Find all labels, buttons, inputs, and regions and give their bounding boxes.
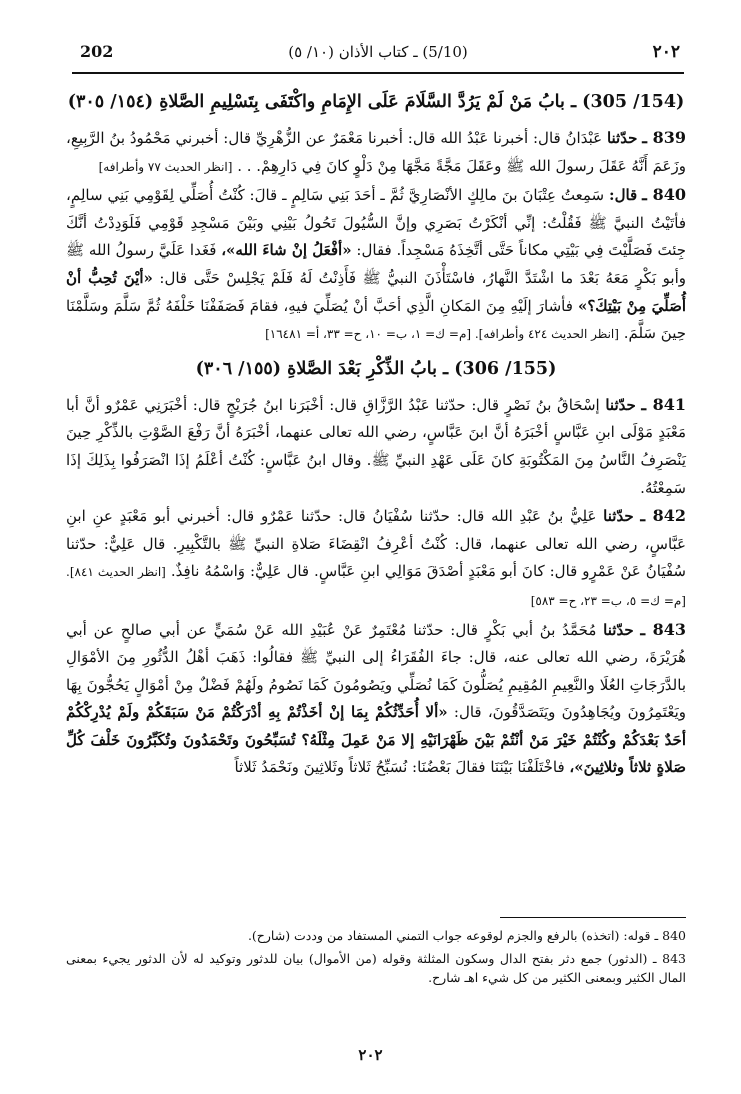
footnotes [66, 926, 686, 991]
hadith-reference: [انظر الحديث ٨٤١]. [م= ك= ٥، ب= ٢٣، ح= ٥٨٣] [66, 565, 686, 608]
hadith-number: 842 ـ [640, 506, 686, 526]
hadith-text-continued: فاخْتَلَفْنَا بَيْنَنَا فقالَ بَعْضُنَا: نُسَبِّحُ ثَلاثاً وثَلاثِينَ ونَحْمَدُ ثَلاثاً [234, 758, 565, 777]
hadith-text-continued: فَغَدا عَلَيَّ رسولُ الله ﷺ وأبو بَكْرٍ مَعَهُ بَعْدَ ما اشْتَدَّ النَّهارُ، فاسْتَأْذَنَ النبيُّ ﷺ فَأَذِنْتُ لَهُ فَلَمْ يَجْلِسْ حَتَّى قال: [66, 241, 686, 287]
hadith-843 [66, 616, 686, 783]
chapter-heading: (154/ 305) ـ بابُ مَنْ لَمْ يَرُدَّ السَّلَامَ عَلَى الإِمَامِ واكْتَفَى بِتَسْلِيمِ الصَّلاةِ (١٥٤/ ٣٠٥) [67, 92, 685, 112]
header-rule [72, 72, 684, 74]
hadith-lead: حدّثنا [605, 395, 636, 414]
main-text [66, 82, 686, 782]
hadith-lead: حدّثنا [603, 507, 634, 526]
hadith-839 [66, 124, 686, 181]
hadith-number: 839 ـ [642, 128, 686, 147]
chapter-heading: (155/ 306) ـ بابُ الذِّكْرِ بَعْدَ الصَّلاةِ (١٥٥/ ٣٠٦) [195, 358, 557, 379]
footer-page-number: ٢٠٢ [358, 1046, 383, 1064]
hadith-text: عَبْدَانُ قال: أخبرنا عَبْدُ الله قال: أخبرنا مَعْمَرٌ عن الزُّهْرِيِّ قال: أخبرني مَحْمُودُ بنُ الرَّبِيعِ، وزَعَمَ أَنَّهُ عَقَلَ رسولَ الله ﷺ وعَقَلَ مَجَّةً مَجَّهَا مِنْ دَلْوٍ كانَ فِي دَارِهِمْ. . . [66, 129, 686, 175]
prophetic-quote: «أفْعَلُ إنْ شاءَ الله»، [221, 241, 352, 260]
running-header [72, 42, 684, 68]
hadith-text-continued: فأشارَ إلَيْهِ مِنَ المَكانِ الَّذِي أحَبَّ أنْ يُصَلِّيَ فيهِ، فقامَ فَصَفَفْنَا خَلْفَهُ ثُمَّ سَلَّمَ وسَلَّمْنَا حِينَ سَلَّمَ. [66, 296, 686, 343]
hadith-lead: حدّثنا [603, 620, 634, 639]
hadith-number: 843 ـ [640, 619, 687, 639]
hadith-text: مُحَمَّدُ بنُ أبي بَكْرٍ قال: حدّثنا مُعْتَمِرٌ عَنْ عُبَيْدِ الله عَنْ سُمَيٍّ عن أبي صالحٍ عن أبي هُرَيْرَةَ، رضي الله تعالى عنه، قال: جاءَ الفُقَرَاءُ إلى النبيِّ ﷺ فقالُوا: ذَهَبَ أهْلُ الدُّثُورِ مِنَ الأمْوَالِ بالدَّرَجَاتِ العُلَا والنَّعِيمِ المُقِيمِ يُصَلُّونَ كَمَا نُصَلِّي ويَصُومُونَ كَمَا نَصُومُ ولَهُمْ فَضْلٌ مِنْ أمْوَالٍ يَحُجُّونَ بِهَا ويَعْتَمِرُونَ ويُجَاهِدُونَ ويَتَصَدَّقُونَ، قال: [66, 620, 686, 722]
prophetic-quote: «ألا أُحَدِّثُكُمْ بِمَا إنْ أخَذْتُمْ بِهِ أدْرَكْتُمْ مَنْ سَبَقَكُمْ ولَمْ يُدْرِكْكُمْ أحَدٌ بَعْدَكُمْ وكُنْتُمْ خَيْرَ مَنْ أنْتُمْ بَيْنَ ظَهْرَانَيْهِ إلا مَنْ عَمِلَ مِثْلَهُ؟ تُسَبِّحُونَ وتَحْمَدُونَ وتُكَبِّرُونَ خَلْفَ كُلِّ صَلاةٍ ثلاثاً وثلاثِينَ»، [66, 703, 686, 777]
hadith-text: سَمِعتُ عِتْبَانَ بنَ مالِكٍ الأنْصَارِيَّ ثُمَّ ـ أحَدَ بَنِي سَالِمٍ ـ قالَ: كُنْتُ أُصَلِّي لِقَوْمِي بَنِي سالِمٍ، فأتَيْتُ النبيَّ ﷺ فَقُلْتُ: إنِّي أنْكَرْتُ بَصَرِي وإنَّ السُّيُولَ تَحُولُ بَيْنِي وبَيْنَ مَسْجِدِ قَوْمِي فَلَوَدِدْتُ أنَّكَ جِئتَ فَصَلَّيْتَ فِي بَيْتِي مكاناً حَتَّى أتَّخِذَهُ مَسْجِداً. فقال: [66, 186, 687, 260]
footnote: 840 ـ قوله: (اتخذه) بالرفع والجزم لوقوعه جواب التمني المستفاد من وددت (شارح). [247, 928, 686, 943]
footnote: 843 ـ (الدثور) جمع دثر بفتح الدال وسكون المثلثة وقوله (من الأموال) بيان للدثور وتوكيد له لأن الدثور يجيء بمعنى المال الكثير وبمعنى الكثير من كل شيء اهـ شارح. [66, 951, 686, 985]
hadith-840 [66, 181, 686, 349]
hadith-lead: قال: [609, 186, 638, 205]
hadith-text: عَلِيُّ بنُ عَبْدِ الله قال: حدّثنا سُفْيَانُ قال: حدّثنا عَمْرٌو قال: أخبرني أبو مَعْبَدٍ عنِ ابنِ عَبَّاسٍ، رضي الله تعالى عنهما، قال: كُنْتُ أعْرِفُ انْقِضَاءَ صَلاةِ النبيِّ ﷺ بالتَّكْبِيرِ. قال عَلِيٌّ: حدّثنا سُفْيَانُ عَنْ عَمْرٍو قال: كانَ أبو مَعْبَدٍ أصْدَقَ مَوَالِي ابنِ عَبَّاسٍ. قال عَلِيٌّ: وَاسْمُهُ نافِذٌ. [66, 507, 686, 581]
hadith-number: 840 ـ [642, 185, 686, 205]
hadith-text: إسْحَاقُ بنُ نَصْرٍ قال: حدّثنا عَبْدُ الرَّزَّاقِ قال: أخْبَرَنا ابنُ جُرَيْجٍ قال: أخْبَرَنِي عَمْرٌو أنَّ أبا مَعْبَدٍ مَوْلَى ابنِ عَبَّاسٍ أخْبَرَهُ أنَّ ابنَ عَبَّاسٍ، رضي الله تعالى عنهما، أخْبَرَهُ أنَّ رَفْعَ الصَّوْتِ بالذِّكْرِ حِينَ يَنْصَرِفُ النَّاسُ مِنَ المَكْتُوبَةِ كانَ عَلَى عَهْدِ النبيِّ ﷺ. وقال ابنُ عَبَّاسٍ: كُنْتُ أعْلَمُ إذَا انْصَرَفُوا بِذَلِكَ إذَا سَمِعْتُهُ. [66, 395, 686, 497]
running-title: (5/10) ـ كتاب الأذان (١٠/ ٥) [288, 43, 468, 61]
prophetic-quote: «أيْنَ تُحِبُّ أنْ أُصَلِّيَ مِنْ بَيْتِكَ؟» [66, 268, 686, 315]
hadith-lead: حدّثنا [606, 129, 638, 147]
hadith-reference: [انظر الحديث ٧٧ وأطرافه] [98, 159, 233, 174]
hadith-reference: [انظر الحديث ٤٢٤ وأطرافه]. [م= ك= ١، ب= ١٠، ح= ٣٣، أ= ١٦٤٨١] [265, 327, 619, 342]
footnote-rule [500, 917, 686, 918]
hadith-number: 841 ـ [641, 394, 686, 414]
page-number-arabic: ٢٠٢ [652, 42, 680, 62]
hadith-842 [66, 502, 686, 615]
page-number-latin: 202 [80, 42, 114, 61]
hadith-841 [66, 391, 686, 502]
